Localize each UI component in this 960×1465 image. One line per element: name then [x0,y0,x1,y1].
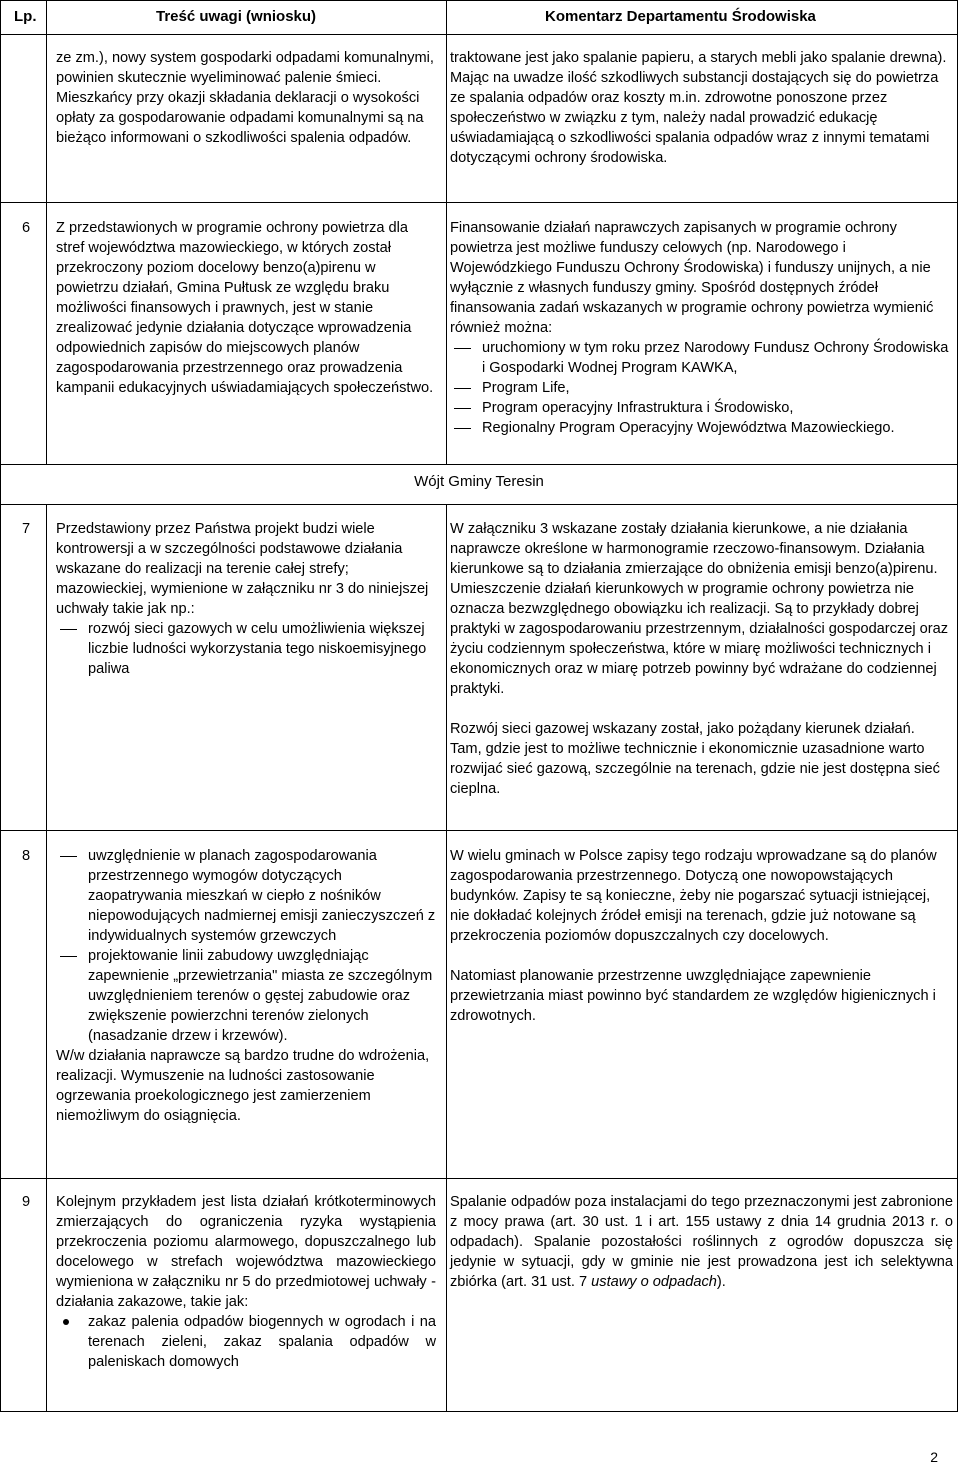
col-rule-lp [46,0,47,464]
row6-list-item: uruchomiony w tym roku przez Narodowy Fundusz Ochrony Środowiska i Gospodarki Wodnej Program KAWKA, [450,338,950,378]
row6-number: 6 [22,220,31,236]
row8-remark-tail: W/w działania naprawcze są bardzo trudne do wdrożenia, realizacji. Wymuszenie na ludności zastosowanie ogrzewania proekologicznego jest zamierzeniem niemożliwym do osiągnięcia. [56,1048,430,1124]
row8-remark [56,846,436,1126]
row8-number: 8 [22,848,31,864]
row6-comment-intro: Finansowanie działań naprawczych zapisanych w programie ochrony powietrza jest możliwe funduszy celowych (np. Narodowego i Wojewódzkiego Funduszu Ochrony Środowiska) i funduszy unijnych, a nie wyłącznie z własnych funduszy gminy. Spośród dostępnych źródeł finansowania zadań wskazanych w programie ochrony powietrza wymienić również można: [450,220,934,336]
col-rule-mid [446,0,447,464]
row5-remark-text: ze zm.), nowy system gospodarki odpadami komunalnymi, powinien skutecznie wyeliminować palenie śmieci. Mieszkańcy przy okazji składania deklaracji o wysokości opłaty za gospodarowanie odpadami komunalnymi są na bieżąco informowani o szkodliwości spalenia odpadów. [56,50,434,146]
row9-number: 9 [22,1194,31,1210]
row6-list-item: Program operacyjny Infrastruktura i Środowisko, [450,398,950,418]
header-lp: Lp. [14,8,37,25]
row9-comment-text [450,1192,953,1292]
row6-list-item: Regionalny Program Operacyjny Województwa Mazowieckiego. [450,418,950,438]
row-rule-8 [0,1178,958,1179]
row7-number: 7 [22,521,31,537]
row5-remark [56,48,436,148]
row7-comment [450,519,950,799]
row8-comment-p2: Natomiast planowanie przestrzenne uwzględniające zapewnienie przewietrzania miast powinno być standardem ze względów higienicznych i zdrowotnych. [450,968,936,1024]
row7-comment-p2: Rozwój sieci gazowej wskazany został, jako pożądany kierunek działań. Tam, gdzie jest to możliwe technicznie i ekonomicznie uzasadnione warto rozwijać sieć gazową, szczególnie na terenach, gdzie nie jest dostępna sieć cieplna. [450,721,940,797]
row9-comment-italic: ustawy o odpadach [591,1274,717,1290]
page-number: 2 [930,1449,938,1465]
col-rule-mid-2 [446,504,447,1412]
row9-list-item: zakaz palenia odpadów biogennych w ogrodach i na terenach zieleni, zakaz spalania odpadów w paleniskach domowych [56,1312,436,1372]
row6-remark [56,218,436,398]
row8-list-item: uwzględnienie w planach zagospodarowania przestrzennego wymogów dotyczących zaopatrywania mieszkań w ciepło z nośników niepowodujących nadmiernej emisji zanieczyszczeń z indywidualnych systemów grzewczych [56,846,436,946]
row7-remark-intro: Przedstawiony przez Państwa projekt budzi wiele kontrowersji a w szczególności podstawowe działania wskazane do realizacji na terenie całej strefy; mazowieckiej, wymienione w załączniku nr 3 do niniejszej uchwały takie jak np.: [56,521,429,617]
row9-comment [450,1192,953,1292]
row8-comment [450,846,950,1026]
row8-comment-p1: W wielu gminach w Polsce zapisy tego rodzaju wprowadzane są do planów zagospodarowania przestrzennego. Dotyczą one nowopowstających budynków. Zapisy te są konieczne, żeby nie pogarszać sytuacji istniejącej, nie dokładać kolejnych źródeł emisji na terenach, gdzie już notowane są przekroczenia poziomów dopuszczalnych czy docelowych. [450,848,937,944]
row9-remark-intro: Kolejnym przykładem jest lista działań krótkoterminowych zmierzających do ograniczenia ryzyka wystąpienia przekroczenia poziomu alarmowego, dopuszczalnego lub docelowego w strefach województwa mazowieckiego wymieniona w załączniku nr 5 do przedmiotowej uchwały - działania zakazowe, takie jak: [56,1194,436,1310]
header-rule [0,34,958,35]
row9-comment-end: ). [716,1274,726,1290]
row7-remark [56,519,436,679]
header-tresc: Treść uwagi (wniosku) [156,8,317,25]
row6-list-item: Program Life, [450,378,950,398]
row9-remark [56,1192,436,1372]
row-rule-6 [0,464,958,465]
row-rule-5 [0,202,958,203]
row7-comment-p1: W załączniku 3 wskazane zostały działania kierunkowe, a nie działania naprawcze określone w harmonogramie rzeczowo-finansowym. Działania kierunkowe są to działania zmierzające do obniżenia emisji benzo(a)pirenu. Umieszczenie działań kierunkowych w programie ochrony powietrza nie oznacza bezwzględnego obowiązku ich realizacji. Są to przykłady dobrej praktyki w zagospodarowaniu przestrzennym, działalności gospodarczej oraz życiu codziennym społeczeństwa, które w miarę możliwości technicznych i ekonomicznych oraz w miarę potrzeb powinny być wdrażane do codziennej praktyki. [450,521,949,697]
row5-comment-text: traktowane jest jako spalanie papieru, a starych mebli jako spalanie drewna). Mając na uwadze ilość szkodliwych substancji dostających się do powietrza ze spalania odpadów oraz koszty m.in. zdrowotne ponoszone przez społeczeństwo w związku z tym, należy nadal prowadzić edukację uświadamiającą o szkodliwości spalania odpadów wraz z innymi tematami dotyczącymi ochrony środowiska. [450,50,947,166]
row6-remark-text: Z przedstawionych w programie ochrony powietrza dla stref województwa mazowieckiego, w których został przekroczony poziom docelowy benzo(a)pirenu w powietrzu działań, Gmina Pułtusk ze względu braku możliwości finansowych i prawnych, jest w stanie zrealizować jedynie działania dotyczące wprowadzenia odpowiednich zapisów do miejscowych planów zagospodarowania przestrzennego oraz prowadzenia kampanii edukacyjnych uświadamiających społeczeństwo. [56,220,434,396]
col-rule-lp-2 [46,504,47,1412]
row9-comment-main: Spalanie odpadów poza instalacjami do tego przeznaczonymi jest zabronione z mocy prawa (art. 30 ust. 1 i art. 155 ustawy z dnia 14 grudnia 2013 r. o odpadach). Spalanie pozostałości roślinnych z ogrodów dopuszcza się jedynie w sytuacji, gdy w gminie nie jest prowadzona jest ich selektywna zbiórka (art. 31 ust. 7 [450,1194,953,1290]
section-rule [0,504,958,505]
row7-list-item: rozwój sieci gazowych w celu umożliwienia większej liczbie ludności wykorzystania tego niskoemisyjnego paliwa [56,619,436,679]
row-rule-7 [0,830,958,831]
row5-comment [450,48,950,168]
row8-list-item: projektowanie linii zabudowy uwzględniając zapewnienie „przewietrzania" miasta ze szczególnym uwzględnieniem terenów o gęstej zabudowie oraz zwiększenie powierzchni terenów zielonych (nasadzanie drzew i krzewów). [56,946,436,1046]
header-komentarz: Komentarz Departamentu Środowiska [545,8,816,25]
row6-comment [450,218,950,438]
section-title: Wójt Gminy Teresin [414,473,544,490]
